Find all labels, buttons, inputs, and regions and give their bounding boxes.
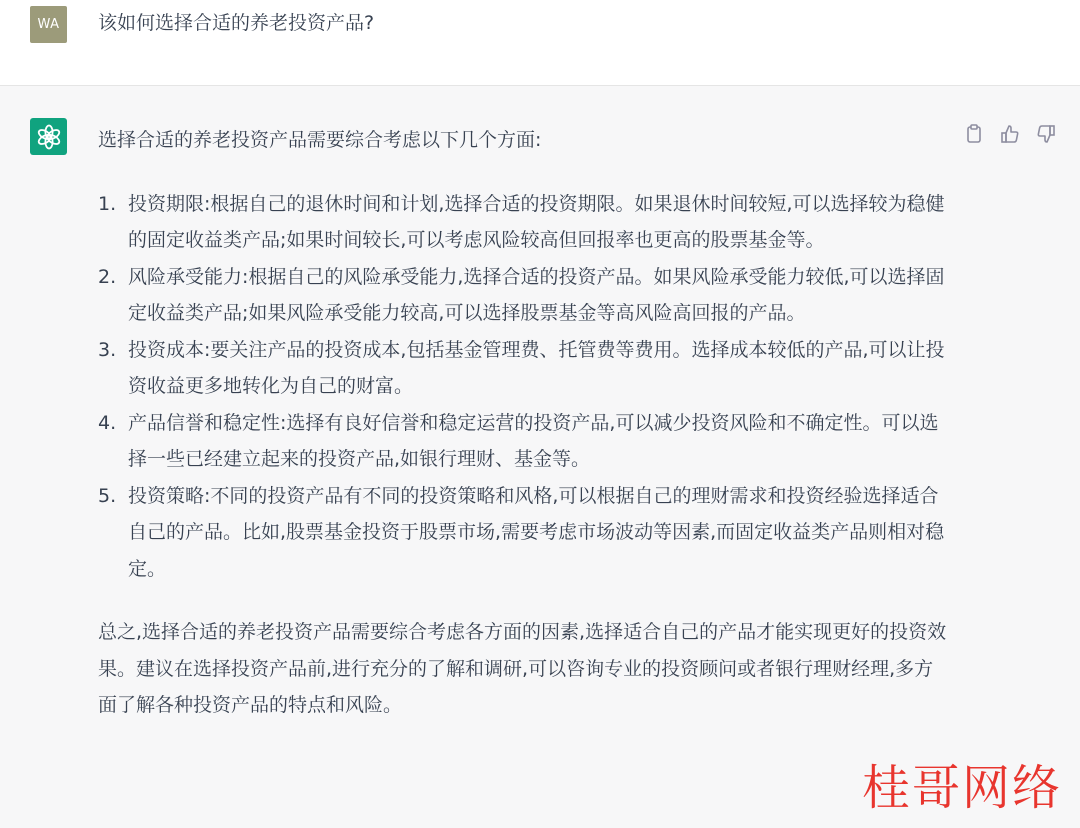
thumbs-up-button[interactable] [998, 122, 1022, 146]
list-item-text: 投资期限:根据自己的退休时间和计划,选择合适的投资期限。如果退休时间较短,可以选择较为稳健的固定收益类产品;如果时间较长,可以考虑风险较高但回报率也更高的股票基金等。 [128, 192, 945, 251]
user-message-text: 该如何选择合适的养老投资产品? [98, 12, 375, 34]
list-item-text: 风险承受能力:根据自己的风险承受能力,选择合适的投资产品。如果风险承受能力较低,可以选择固定收益类产品;如果风险承受能力较高,可以选择股票基金等高风险高回报的产品。 [128, 265, 945, 324]
list-item-number: 1. [98, 192, 117, 215]
list-item-number: 4. [98, 411, 117, 434]
assistant-answer [98, 122, 948, 724]
watermark-text: 桂哥网络 [861, 760, 1062, 816]
clipboard-icon [965, 124, 983, 144]
list-item-number: 3. [98, 338, 117, 361]
message-actions [962, 122, 1058, 146]
copy-button[interactable] [962, 122, 986, 146]
list-item-text: 投资成本:要关注产品的投资成本,包括基金管理费、托管费等费用。选择成本较低的产品,可以让投资收益更多地转化为自己的财富。 [128, 338, 945, 397]
list-item [98, 405, 948, 478]
answer-list [98, 186, 948, 588]
list-item [98, 478, 948, 588]
thumbs-down-icon [1036, 124, 1056, 144]
answer-intro: 选择合适的养老投资产品需要综合考虑以下几个方面: [98, 129, 542, 151]
list-item-text: 产品信誉和稳定性:选择有良好信誉和稳定运营的投资产品,可以减少投资风险和不确定性。可以选择一些已经建立起来的投资产品,如银行理财、基金等。 [128, 411, 939, 470]
list-item-number: 2. [98, 265, 117, 288]
user-message-row [0, 0, 1080, 86]
list-item [98, 259, 948, 332]
thumbs-up-icon [1000, 124, 1020, 144]
list-item-number: 5. [98, 484, 117, 507]
openai-logo-icon [36, 124, 62, 150]
list-item [98, 332, 948, 405]
answer-summary: 总之,选择合适的养老投资产品需要综合考虑各方面的因素,选择适合自己的产品才能实现更好的投资效果。建议在选择投资产品前,进行充分的了解和调研,可以咨询专业的投资顾问或者银行理财经理,多方面了解各种投资产品的特点和风险。 [98, 621, 947, 716]
assistant-avatar [30, 118, 67, 155]
list-item-text: 投资策略:不同的投资产品有不同的投资策略和风格,可以根据自己的理财需求和投资经验选择适合自己的产品。比如,股票基金投资于股票市场,需要考虑市场波动等因素,而固定收益类产品则相对稳定。 [128, 484, 945, 580]
assistant-message-row [0, 86, 1080, 828]
thumbs-down-button[interactable] [1034, 122, 1058, 146]
list-item [98, 186, 948, 259]
user-avatar: WA [30, 6, 67, 43]
